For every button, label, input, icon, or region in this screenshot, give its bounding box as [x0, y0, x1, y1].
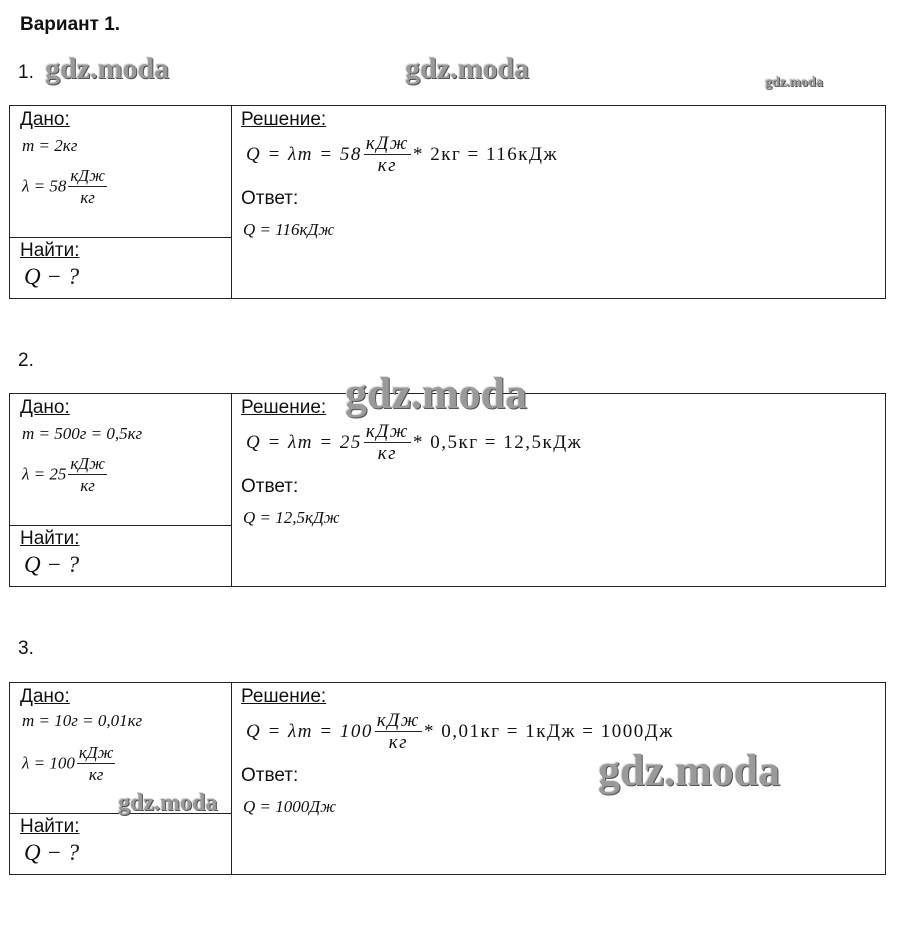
- given-label: Дано:: [20, 397, 70, 418]
- find-label: Найти:: [20, 816, 80, 837]
- find-quantity: Q − ?: [24, 264, 80, 289]
- solution-label: Решение:: [241, 109, 327, 130]
- given-lambda: λ = 58 $\frac{\text{кДж}}{кг}$: [22, 166, 105, 207]
- answer-value: Q = 116кДж: [243, 220, 335, 239]
- given-label: Дано:: [20, 686, 70, 707]
- given-label: Дано:: [20, 109, 70, 130]
- answer-label: Ответ:: [241, 765, 299, 786]
- watermark-logo: gdz.moda: [345, 369, 528, 418]
- solution-formula: Q = λm = 100 $\frac{\text{кДж}}{кг}$ * 0,01кг = 1кДж = 1000Дж: [246, 710, 674, 753]
- answer-value: Q = 1000Дж: [243, 797, 336, 816]
- page-title: Вариант 1.: [20, 14, 121, 35]
- find-quantity: Q − ?: [24, 552, 80, 577]
- watermark-logo: gdz.moda: [405, 52, 530, 85]
- task-number: 3.: [18, 638, 34, 659]
- solution-label: Решение:: [241, 686, 327, 707]
- given-mass: m = 2кг: [22, 136, 78, 155]
- find-label: Найти:: [20, 240, 80, 261]
- given-lambda: λ = 25 $\frac{\text{кДж}}{кг}$: [22, 454, 105, 495]
- watermark-logo: gdz.moda: [118, 790, 218, 816]
- answer-label: Ответ:: [241, 188, 299, 209]
- divider: [10, 237, 231, 238]
- solution-label: Решение:: [241, 397, 327, 418]
- solution-formula: Q = λm = 25 $\frac{\text{кДж}}{кг}$ * 0,5кг = 12,5кДж: [246, 421, 583, 464]
- find-label: Найти:: [20, 528, 80, 549]
- answer-value: Q = 12,5кДж: [243, 508, 340, 527]
- watermark-logo: gdz.moda: [45, 52, 170, 85]
- solution-formula: Q = λm = 58 $\frac{\text{кДж}}{кг}$ * 2кг = 116кДж: [246, 133, 559, 176]
- task-number: 2.: [18, 350, 34, 371]
- task-table: [9, 105, 886, 299]
- answer-label: Ответ:: [241, 476, 299, 497]
- task-number: 1.: [18, 62, 34, 83]
- task-table: [9, 393, 886, 587]
- watermark-logo: gdz.moda: [598, 746, 781, 795]
- given-mass: m = 500г = 0,5кг: [22, 424, 143, 443]
- given-mass: m = 10г = 0,01кг: [22, 711, 143, 730]
- given-lambda: λ = 100 $\frac{\text{кДж}}{кг}$: [22, 743, 114, 784]
- divider: [10, 525, 231, 526]
- find-quantity: Q − ?: [24, 840, 80, 865]
- watermark-logo: gdz.moda: [765, 75, 823, 90]
